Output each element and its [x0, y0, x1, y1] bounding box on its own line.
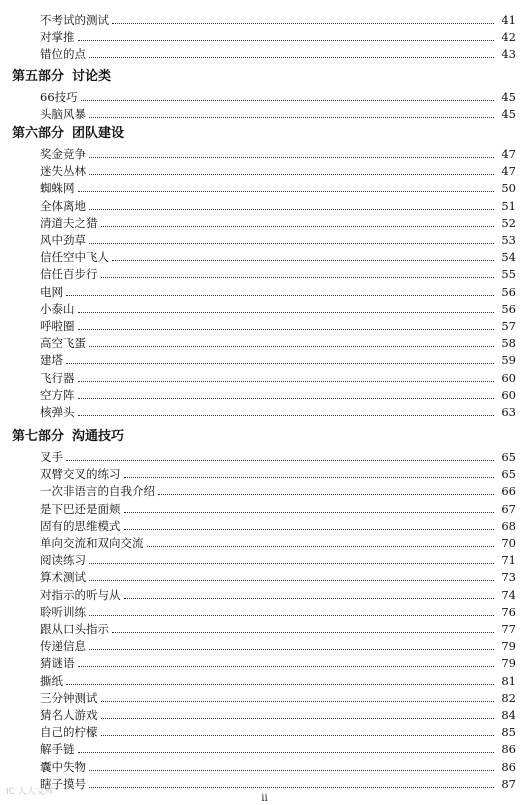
toc-entry — [40, 705, 516, 722]
toc-entry — [40, 402, 516, 419]
toc-entry — [40, 87, 516, 104]
toc-entry-title: 飞行器 — [40, 370, 75, 385]
toc-entry-page: 45 — [501, 107, 516, 122]
toc-entry — [40, 653, 516, 670]
section-name: 团队建设 — [72, 126, 125, 141]
toc-entry-page: 68 — [501, 518, 516, 533]
dot-leader — [124, 477, 495, 478]
toc-entry-page: 65 — [501, 450, 516, 464]
toc-entry-title: 阅读练习 — [40, 553, 86, 568]
dot-leader — [101, 718, 495, 719]
toc-entry-page: 50 — [501, 181, 516, 196]
section-heading — [12, 68, 111, 86]
toc-entry-page: 56 — [501, 301, 516, 316]
dot-leader — [78, 40, 495, 41]
toc-entry-title: 对掌推 — [40, 30, 75, 45]
page-number: ii — [261, 793, 268, 804]
toc-entry-page: 79 — [501, 656, 516, 671]
dot-leader — [78, 415, 495, 416]
dot-leader — [89, 157, 494, 158]
toc-entry-title: 全体离地 — [40, 198, 86, 213]
toc-entry-title: 单向交流和双向交流 — [40, 536, 144, 550]
toc-entry — [40, 299, 516, 316]
dot-leader — [89, 346, 494, 347]
toc-entry-page: 52 — [501, 215, 516, 230]
dot-leader — [78, 752, 495, 753]
dot-leader — [89, 57, 494, 58]
toc-entry-title: 囊中失物 — [40, 759, 86, 774]
dot-leader — [89, 209, 494, 210]
toc-entry-page: 74 — [501, 587, 516, 602]
toc-entry-title: 是下巴还是面颊 — [40, 501, 121, 516]
dot-leader — [66, 684, 494, 685]
toc-entry-title: 自己的柠檬 — [40, 725, 98, 740]
dot-leader — [112, 632, 494, 633]
toc-entry-page: 76 — [501, 604, 516, 619]
toc-entry — [40, 499, 516, 516]
dot-leader — [78, 191, 495, 192]
dot-leader — [89, 649, 494, 650]
toc-entry-page: 59 — [501, 353, 516, 368]
toc-entry-title: 建塔 — [40, 353, 63, 368]
toc-entry — [40, 550, 516, 567]
toc-entry-title: 风中劲草 — [40, 233, 86, 247]
toc-entry-title: 小泰山 — [40, 301, 75, 316]
section-number: 第五部分 — [12, 69, 65, 84]
toc-entry — [40, 636, 516, 653]
toc-entry-title: 三分钟测试 — [40, 690, 98, 705]
toc-entry — [40, 264, 516, 281]
toc-entry — [40, 316, 516, 333]
dot-leader — [78, 398, 495, 399]
toc-entry — [40, 602, 516, 619]
toc-entry — [40, 27, 516, 44]
toc-entry — [40, 350, 516, 367]
toc-entry — [40, 161, 516, 178]
dot-leader — [89, 770, 494, 771]
dot-leader — [89, 580, 494, 581]
dot-leader — [124, 529, 495, 530]
toc-entry-title: 空方阵 — [40, 387, 75, 402]
toc-entry-title: 高空飞蛋 — [40, 336, 86, 351]
section-name: 讨论类 — [72, 69, 112, 84]
toc-entry-title: 呼啦圈 — [40, 319, 75, 333]
toc-entry-title: 核弹头 — [40, 405, 75, 419]
toc-entry-page: 58 — [501, 336, 516, 351]
toc-entry-page: 51 — [501, 198, 516, 213]
toc-entry-title: 叉手 — [40, 450, 63, 464]
toc-entry-page: 56 — [501, 284, 516, 299]
dot-leader — [89, 117, 494, 118]
toc-entry — [40, 230, 516, 247]
toc-entry-page: 87 — [501, 776, 516, 791]
toc-entry — [40, 385, 516, 402]
toc-entry-page: 84 — [501, 708, 516, 722]
toc-entry-page: 41 — [501, 13, 516, 27]
dot-leader — [78, 312, 495, 313]
toc-entry — [40, 516, 516, 533]
section-name: 沟通技巧 — [72, 429, 125, 444]
toc-entry-title: 解手链 — [40, 742, 75, 757]
dot-leader — [124, 598, 495, 599]
toc-entry — [40, 567, 516, 584]
dot-leader — [78, 329, 495, 330]
dot-leader — [124, 512, 495, 513]
toc-entry-page: 73 — [501, 570, 516, 585]
toc-entry-title: 66技巧 — [40, 90, 78, 104]
dot-leader — [66, 460, 494, 461]
toc-entry-page: 65 — [501, 467, 516, 482]
toc-entry — [40, 282, 516, 299]
dot-leader — [112, 260, 494, 261]
toc-entry-page: 86 — [501, 759, 516, 774]
toc-entry-title: 错位的点 — [40, 47, 86, 62]
dot-leader — [101, 701, 495, 702]
toc-entry-page: 45 — [501, 90, 516, 104]
toc-entry-page: 60 — [501, 370, 516, 385]
dot-leader — [89, 563, 494, 564]
toc-entry-title: 双臂交叉的练习 — [40, 467, 121, 482]
toc-entry-page: 47 — [501, 147, 516, 161]
toc-entry-title: 信任百步行 — [40, 267, 98, 282]
toc-entry-title: 猜谜语 — [40, 656, 75, 671]
toc-entry — [40, 585, 516, 602]
dot-leader — [78, 666, 495, 667]
dot-leader — [101, 277, 495, 278]
toc-entry — [40, 178, 516, 195]
toc-entry-title: 固有的思维模式 — [40, 518, 121, 533]
section-heading — [12, 428, 124, 446]
toc-entry-page: 55 — [501, 267, 516, 282]
toc-entry — [40, 619, 516, 636]
toc-entry-page: 81 — [501, 673, 516, 688]
toc-entry — [40, 368, 516, 385]
toc-entry-page: 85 — [501, 725, 516, 740]
toc-entry-page: 77 — [501, 622, 516, 636]
dot-leader — [101, 226, 495, 227]
toc-entry-title: 对指示的听与从 — [40, 587, 121, 602]
toc-entry-page: 82 — [501, 690, 516, 705]
toc-entry — [40, 447, 516, 464]
toc-entry-page: 71 — [501, 553, 516, 568]
toc-entry-title: 猜名人游戏 — [40, 708, 98, 722]
toc-entry-page: 42 — [501, 30, 516, 45]
toc-entry-title: 撕纸 — [40, 673, 63, 688]
toc-entry-page: 79 — [501, 639, 516, 654]
toc-entry — [40, 688, 516, 705]
toc-entry — [40, 247, 516, 264]
toc-entry-page: 66 — [501, 484, 516, 499]
toc-entry-title: 迷失丛林 — [40, 164, 86, 179]
toc-entry-page: 43 — [501, 47, 516, 62]
toc-entry-page: 67 — [501, 501, 516, 516]
section-number: 第七部分 — [12, 429, 65, 444]
toc-entry — [40, 533, 516, 550]
dot-leader — [112, 23, 494, 24]
toc-entry-title: 传递信息 — [40, 639, 86, 654]
watermark: IC 人人文库 — [6, 787, 54, 797]
toc-entry-page: 47 — [501, 164, 516, 179]
toc-entry — [40, 213, 516, 230]
dot-leader — [78, 381, 495, 382]
dot-leader — [101, 735, 495, 736]
toc-entry-page: 63 — [501, 405, 516, 419]
toc-entry-title: 不考试的测试 — [40, 13, 109, 27]
toc-entry-page: 60 — [501, 387, 516, 402]
dot-leader — [89, 615, 494, 616]
toc-entry — [40, 774, 516, 791]
dot-leader — [89, 243, 494, 244]
toc-entry — [40, 671, 516, 688]
toc-entry-title: 聆听训练 — [40, 604, 86, 619]
toc-entry-title: 电网 — [40, 284, 63, 299]
toc-entry-page: 70 — [501, 536, 516, 550]
toc-entry-title: 奖金竞争 — [40, 147, 86, 161]
dot-leader — [66, 295, 494, 296]
toc-entry-title: 算术测试 — [40, 570, 86, 585]
toc-entry — [40, 196, 516, 213]
toc-entry-title: 瞎子摸号 — [40, 776, 86, 791]
toc-entry-title: 清道夫之猎 — [40, 215, 98, 230]
toc-entry — [40, 144, 516, 161]
toc-entry — [40, 44, 516, 61]
toc-entry-title: 一次非语言的自我介绍 — [40, 484, 155, 499]
dot-leader — [89, 174, 494, 175]
toc-entry-title: 蜘蛛网 — [40, 181, 75, 196]
toc-entry — [40, 333, 516, 350]
dot-leader — [89, 787, 494, 788]
toc-entry — [40, 739, 516, 756]
toc-entry — [40, 464, 516, 481]
dot-leader — [81, 100, 494, 101]
toc-entry-page: 57 — [501, 319, 516, 333]
section-heading — [12, 125, 124, 143]
dot-leader — [147, 546, 495, 547]
toc-entry — [40, 10, 516, 27]
section-number: 第六部分 — [12, 126, 65, 141]
toc-entry — [40, 104, 516, 121]
toc-entry — [40, 481, 516, 498]
toc-entry — [40, 722, 516, 739]
dot-leader — [66, 363, 494, 364]
toc-entry-title: 信任空中飞人 — [40, 250, 109, 265]
toc-entry — [40, 757, 516, 774]
toc-entry-page: 86 — [501, 742, 516, 757]
toc-entry-title: 跟从口头指示 — [40, 622, 109, 636]
toc-entry-title: 头脑风暴 — [40, 107, 86, 122]
toc-entry-page: 54 — [501, 250, 516, 265]
toc-entry-page: 53 — [501, 233, 516, 247]
dot-leader — [158, 494, 494, 495]
